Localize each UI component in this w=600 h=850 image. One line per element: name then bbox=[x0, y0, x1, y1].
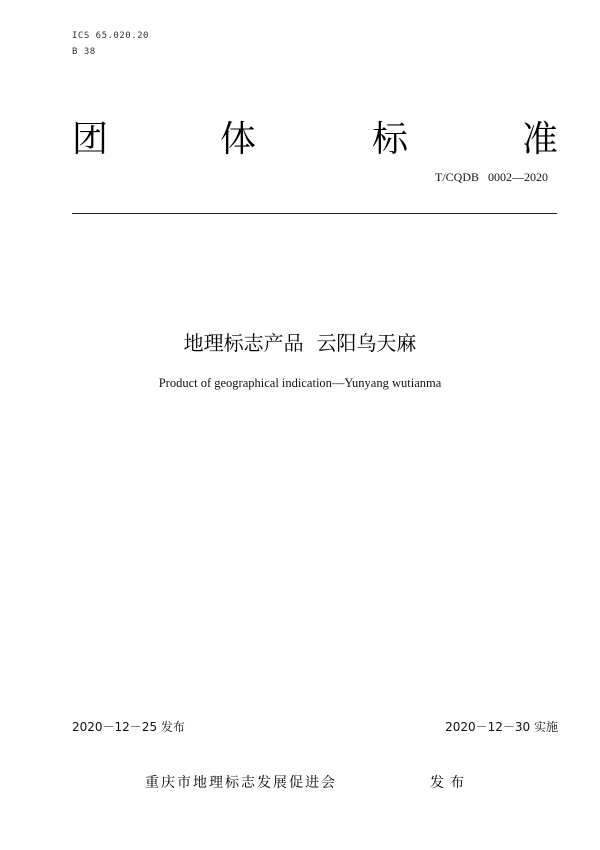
publish-date: 2020－12－25 发布 bbox=[72, 720, 185, 734]
ccs-code: B 38 bbox=[72, 47, 96, 57]
publisher-name: 重庆市地理标志发展促进会 bbox=[145, 775, 337, 791]
standard-type-char-4: 准 bbox=[522, 119, 559, 160]
document-title-english: Product of geographical indication—Yunyang wutianma bbox=[158, 376, 442, 390]
header-divider bbox=[72, 213, 557, 214]
effective-date: 2020－12－30 实施 bbox=[445, 720, 558, 734]
standard-type-char-3: 标 bbox=[372, 119, 409, 160]
ics-code: ICS 65.020.20 bbox=[72, 31, 149, 41]
standard-type-char-1: 团 bbox=[72, 119, 109, 160]
standard-number: T/CQDB 0002—2020 bbox=[434, 170, 548, 184]
document-title-chinese: 地理标志产品 云阳乌天麻 bbox=[183, 331, 417, 355]
publish-label: 发布 bbox=[430, 775, 470, 791]
standard-type-char-2: 体 bbox=[220, 119, 257, 160]
